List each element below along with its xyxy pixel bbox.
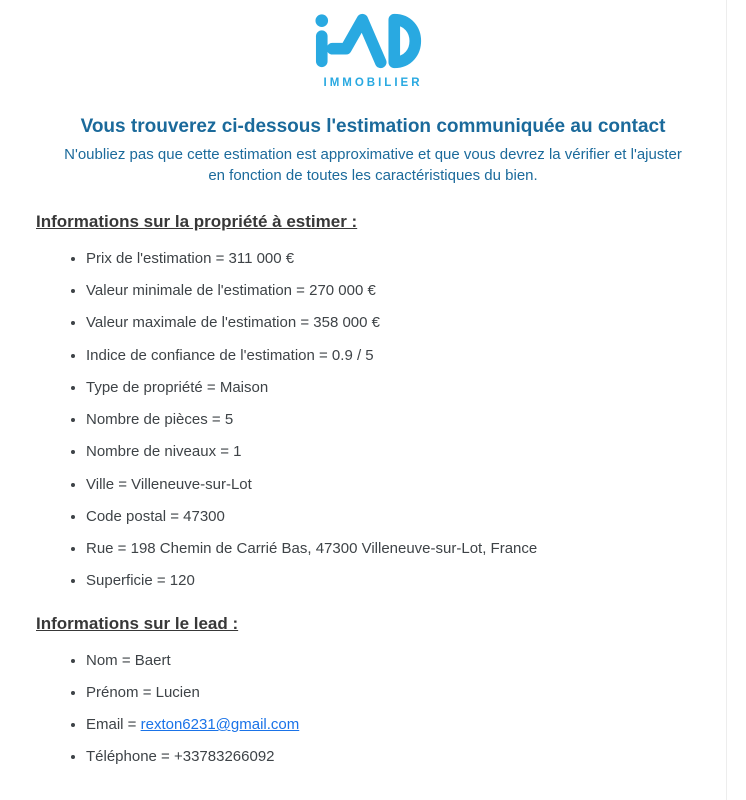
list-item: • Rue = 198 Chemin de Carrié Bas, 47300 Villeneuve-sur-Lot, France <box>86 540 710 557</box>
list-item: • Indice de confiance de l'estimation = 0.9 / 5 <box>86 347 710 364</box>
list-item: • Valeur minimale de l'estimation = 270 000 € <box>86 282 710 299</box>
list-item: • Type de propriété = Maison <box>86 379 710 396</box>
list-item: • Superficie = 120 <box>86 572 710 589</box>
property-list <box>36 250 710 590</box>
list-item: • Prix de l'estimation = 311 000 € <box>86 250 710 267</box>
section-lead <box>36 614 710 766</box>
list-item: • Nom = Baert <box>86 652 710 669</box>
content <box>0 212 746 766</box>
page-subtitle <box>0 144 746 186</box>
email-link[interactable]: rexton6231@gmail.com <box>140 716 300 733</box>
lead-list <box>36 652 710 766</box>
list-item: • Téléphone = +33783266092 <box>86 748 710 765</box>
list-item: • Nombre de niveaux = 1 <box>86 443 710 460</box>
subtitle-line-1: N'oubliez pas que cette estimation est approximative et que vous devrez la vérifier et l'ajuster <box>64 145 682 163</box>
logo-subtitle: IMMOBILIER <box>323 77 423 89</box>
section-heading-lead: Informations sur le lead : <box>36 613 239 633</box>
list-item <box>86 716 710 733</box>
list-item: • Code postal = 47300 <box>86 508 710 525</box>
list-item-label: Email = <box>86 716 141 733</box>
list-item: • Prénom = Lucien <box>86 684 710 701</box>
list-item: • Valeur maximale de l'estimation = 358 000 € <box>86 314 710 331</box>
iad-logo-icon <box>313 12 433 70</box>
subtitle-line-2: en fonction de toutes les caractéristiques du bien. <box>208 166 538 184</box>
content-right-divider <box>726 0 727 800</box>
page-title: Vous trouverez ci-dessous l'estimation communiquée au contact <box>80 116 666 137</box>
list-item: • Nombre de pièces = 5 <box>86 411 710 428</box>
list-item: • Ville = Villeneuve-sur-Lot <box>86 476 710 493</box>
section-property <box>36 212 710 590</box>
header-block <box>0 115 746 186</box>
section-heading-property: Informations sur la propriété à estimer : <box>36 211 358 231</box>
logo-block <box>0 0 746 89</box>
